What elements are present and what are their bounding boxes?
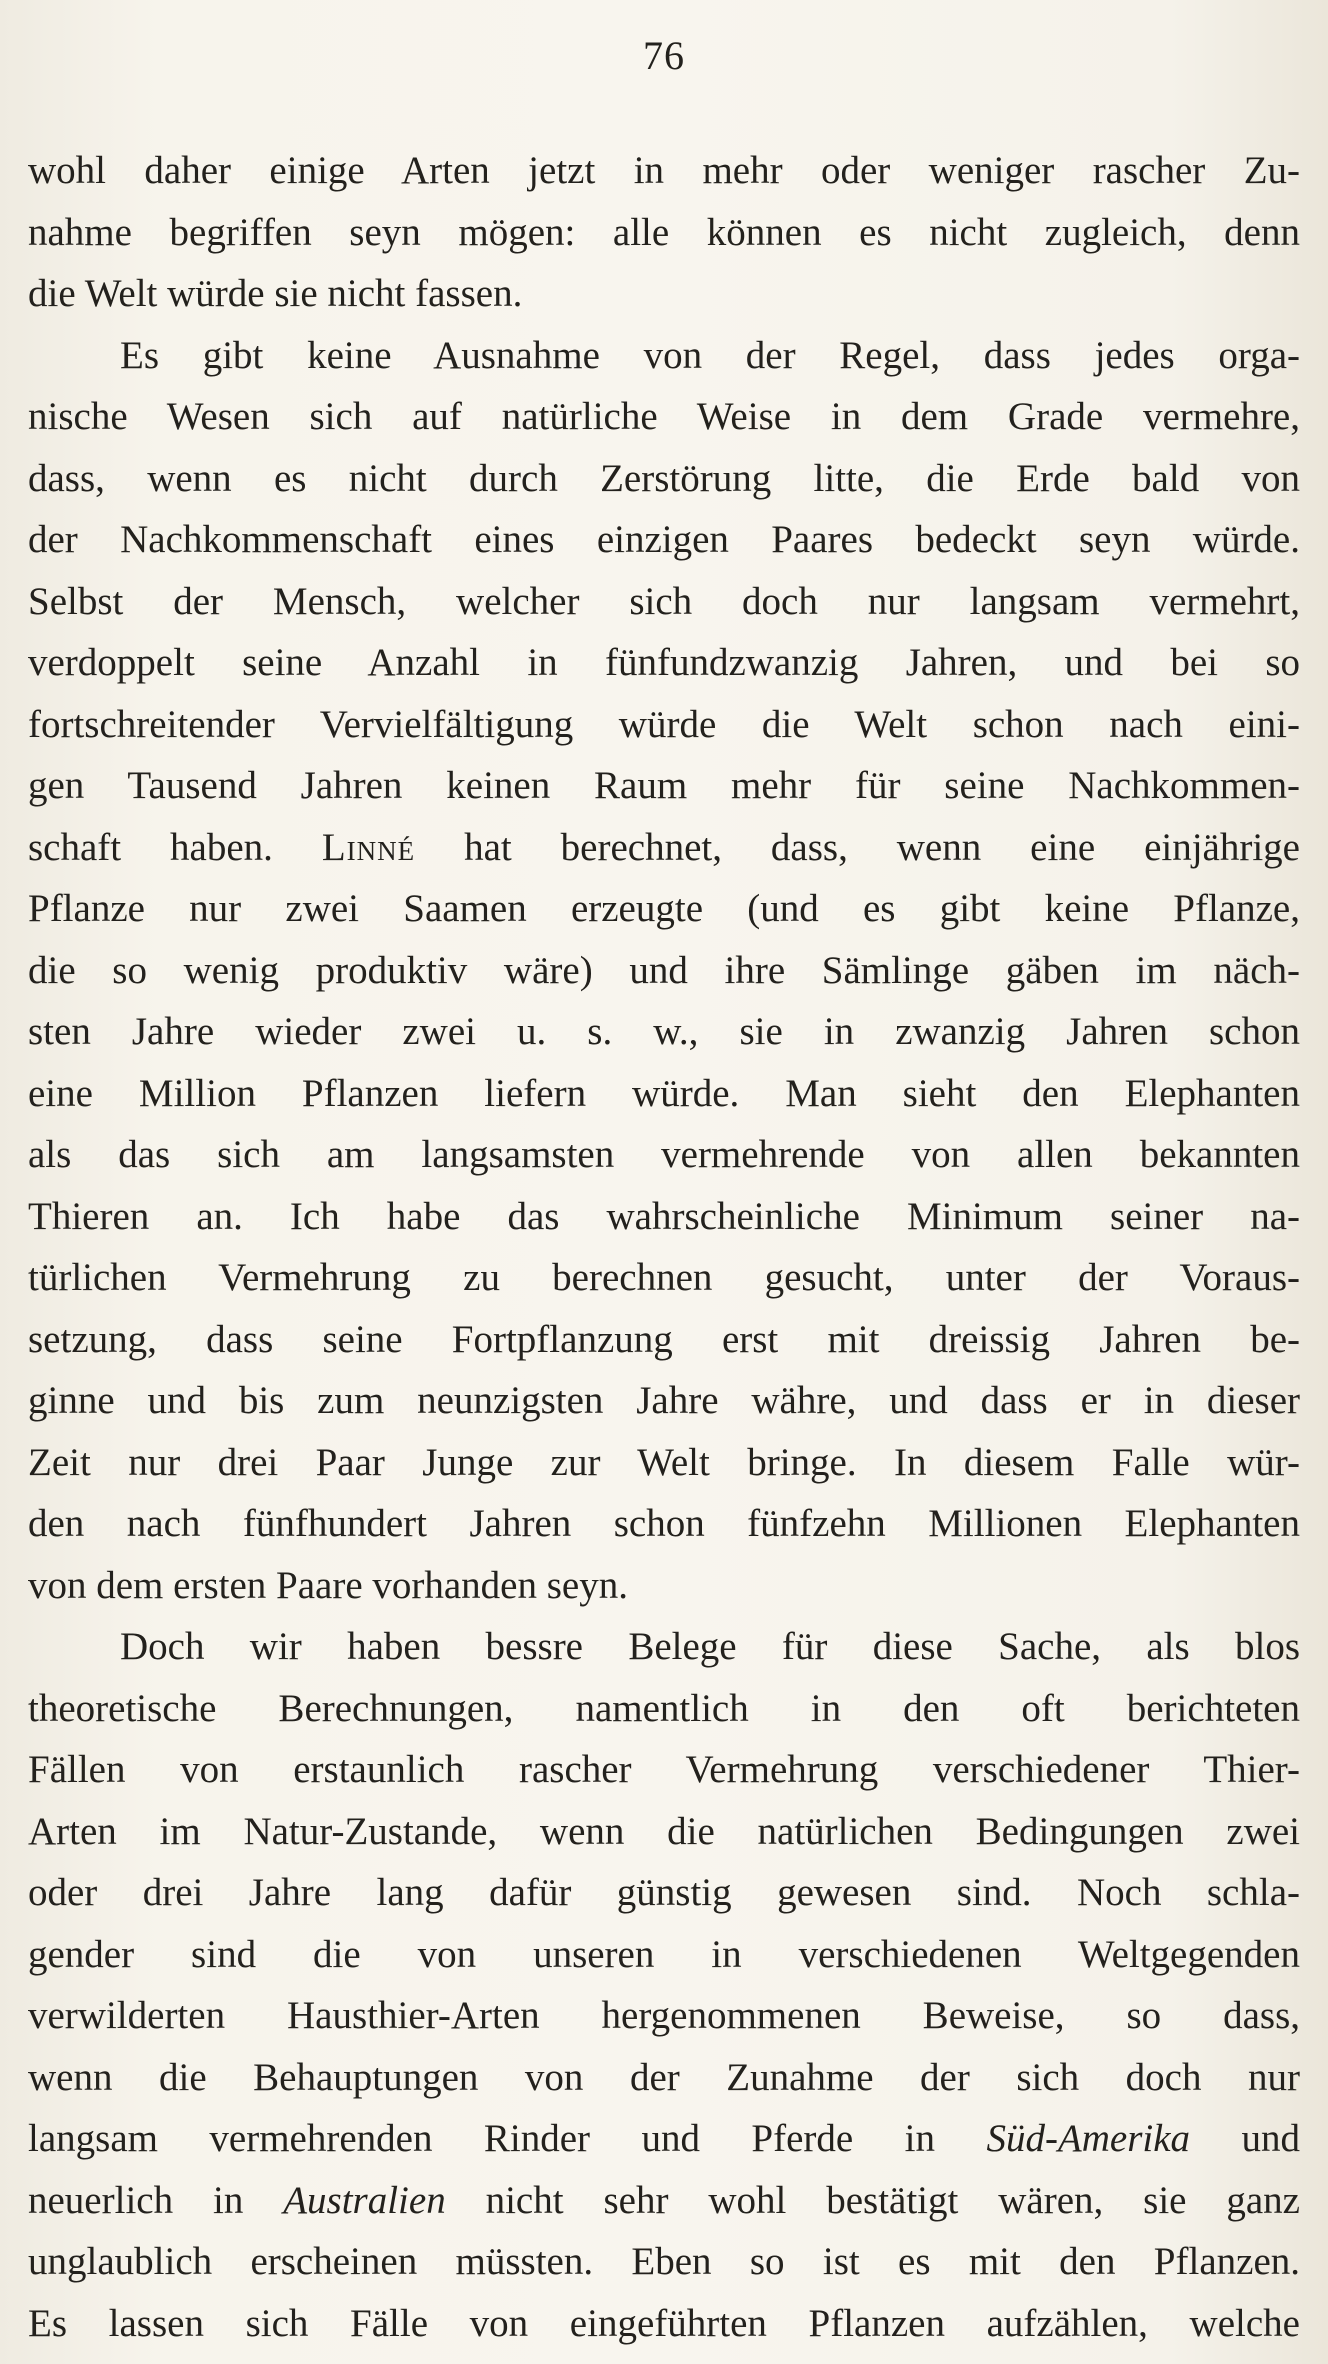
text-line — [28, 2047, 1300, 2109]
text-line — [28, 2108, 1300, 2170]
text-segment: eine Million Pflanzen liefern würde. Man sieht den Elephanten — [28, 1071, 1300, 1115]
text-line — [28, 1985, 1300, 2047]
text-segment: Doch wir haben bessre Belege für diese Sache, als blos — [120, 1625, 1300, 1668]
text-segment: unglaublich erscheinen müssten. Eben so ist es mit den Pflanzen. — [28, 2240, 1300, 2283]
text-segment: langsam vermehrenden Rinder und Pferde in — [28, 2117, 987, 2160]
text-segment: theoretische Berechnungen, namentlich in den oft berichteten — [28, 1686, 1300, 1730]
text-segment: Selbst der Mensch, welcher sich doch nur langsam vermehrt, — [28, 579, 1300, 623]
italic-place-name: Süd-Amerika — [986, 2117, 1191, 2160]
text-segment: und — [1190, 2117, 1300, 2160]
text-line — [28, 878, 1300, 940]
text-segment: den nach fünfhundert Jahren schon fünfzehn Millionen Elephanten — [28, 1502, 1300, 1545]
text-segment: verwilderten Hausthier-Arten hergenommenen Beweise, so dass, — [28, 1994, 1300, 2037]
text-line — [28, 386, 1300, 448]
text-segment: ginne und bis zum neunzigsten Jahre währe, und dass er in dieser — [28, 1379, 1300, 1422]
italic-place-name: Australien — [283, 2178, 446, 2222]
text-line — [28, 1186, 1300, 1248]
text-line — [28, 1309, 1300, 1371]
text-segment: Thieren an. Ich habe das wahrscheinliche Minimum seiner na- — [28, 1194, 1300, 1238]
text-segment: Es gibt keine Ausnahme von der Regel, dass jedes orga- — [120, 333, 1300, 377]
text-line — [28, 1124, 1300, 1186]
text-line — [28, 202, 1300, 264]
text-segment: fortschreitender Vervielfältigung würde die Welt schon nach eini- — [28, 702, 1300, 746]
text-line — [28, 1739, 1300, 1801]
text-segment: setzung, dass seine Fortpflanzung erst mit dreissig Jahren be- — [28, 1317, 1300, 1361]
text-segment: türlichen Vermehrung zu berechnen gesucht, unter der Voraus- — [28, 1256, 1300, 1299]
text-line — [28, 448, 1300, 510]
text-segment: nahme begriffen seyn mögen: alle können es nicht zugleich, denn — [28, 210, 1300, 254]
text-segment: gen Tausend Jahren keinen Raum mehr für seine Nachkommen- — [28, 764, 1300, 807]
text-line — [28, 325, 1300, 387]
text-line — [28, 755, 1300, 817]
text-line — [28, 1555, 1300, 1617]
text-segment: die so wenig produktiv wäre) und ihre Sämlinge gäben im näch- — [28, 948, 1300, 992]
text-line — [28, 1063, 1300, 1125]
text-segment: dass, wenn es nicht durch Zerstörung litte, die Erde bald von — [28, 456, 1300, 500]
text-segment: wenn die Behauptungen von der Zunahme der sich doch nur — [28, 2055, 1300, 2099]
text-line — [28, 1432, 1300, 1494]
text-line — [28, 1247, 1300, 1309]
text-segment: Zeit nur drei Paar Junge zur Welt bringe. In diesem Falle wür- — [28, 1440, 1300, 1484]
text-segment: Pflanze nur zwei Saamen erzeugte (und es gibt keine Pflanze, — [28, 887, 1300, 930]
text-line — [28, 1862, 1300, 1924]
text-line — [28, 694, 1300, 756]
text-line — [28, 140, 1300, 202]
text-line — [28, 1493, 1300, 1555]
text-segment: nische Wesen sich auf natürliche Weise in dem Grade vermehre, — [28, 395, 1300, 438]
text-line — [28, 2231, 1300, 2293]
text-segment: Arten im Natur-Zustande, wenn die natürlichen Bedingungen zwei — [28, 1809, 1300, 1853]
text-segment: der Nachkommenschaft eines einzigen Paares bedeckt seyn würde. — [28, 518, 1300, 561]
text-segment: schaft haben. — [28, 825, 322, 869]
text-segment: wohl daher einige Arten jetzt in mehr oder weniger rascher Zu- — [28, 149, 1300, 192]
text-line — [28, 1616, 1300, 1678]
author-name: Linné — [321, 825, 416, 869]
text-segment: als das sich am langsamsten vermehrende von allen bekannten — [28, 1133, 1300, 1176]
text-segment: nicht sehr wohl bestätigt wären, sie ganz — [445, 2178, 1300, 2222]
text-segment: die Welt würde sie nicht fassen. — [28, 272, 523, 315]
page-number: 76 — [643, 33, 685, 78]
body-text — [28, 140, 1300, 2354]
text-segment: oder drei Jahre lang dafür günstig gewesen sind. Noch schla- — [28, 1871, 1300, 1914]
text-line — [28, 2293, 1300, 2355]
text-segment: Fällen von erstaunlich rascher Vermehrung verschiedener Thier- — [28, 1748, 1300, 1791]
text-segment: neuerlich in — [28, 2178, 284, 2222]
text-line — [28, 2170, 1300, 2232]
text-segment: gender sind die von unseren in verschiedenen Weltgegenden — [28, 1932, 1300, 1976]
text-line — [28, 632, 1300, 694]
text-line — [28, 1801, 1300, 1863]
text-segment: hat berechnet, dass, wenn eine einjährige — [415, 825, 1300, 869]
text-line — [28, 1924, 1300, 1986]
text-line — [28, 263, 1300, 325]
text-segment: von dem ersten Paare vorhanden seyn. — [28, 1563, 628, 1607]
text-segment: sten Jahre wieder zwei u. s. w., sie in zwanzig Jahren schon — [28, 1010, 1300, 1053]
text-line — [28, 1370, 1300, 1432]
text-line — [28, 509, 1300, 571]
text-line — [28, 817, 1300, 879]
text-line — [28, 571, 1300, 633]
text-segment: Es lassen sich Fälle von eingeführten Pflanzen aufzählen, welche — [28, 2301, 1300, 2345]
text-line — [28, 1678, 1300, 1740]
text-line — [28, 940, 1300, 1002]
text-line — [28, 1001, 1300, 1063]
text-segment: verdoppelt seine Anzahl in fünfundzwanzig Jahren, und bei so — [28, 641, 1300, 684]
